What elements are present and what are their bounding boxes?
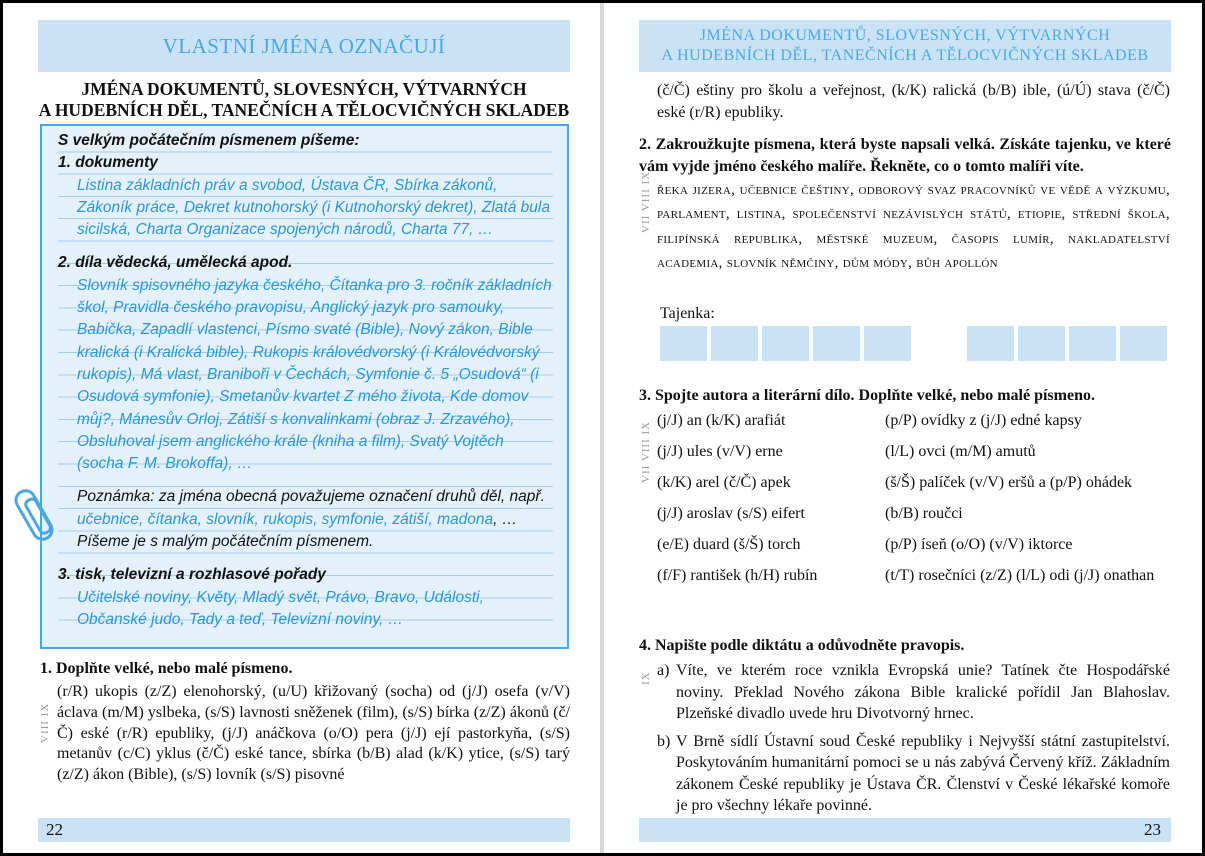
- dictation-item-b: [657, 731, 1170, 817]
- task-1-continuation: (č/Č) eštiny pro školu a veřejnost, (k/K) ralická (b/B) ible, (ú/Ú) stava (č/Č) eské (r/R) epubliky.: [657, 82, 1170, 121]
- author-cell: (f/F) rantišek (h/H) rubín: [657, 567, 818, 584]
- section-2-examples: Slovník spisovného jazyka českého, Čítanka pro 3. ročník základních škol, Pravidla českého pravopisu, Anglický jazyk pro samouky, Babička, Zapadlí vlastenci, Písmo svaté (Bible), Nový zákon, Bible kralická (i Kralická bible), Rukopis královédvorský (i Královédvorský rukopis), Má vlast, Braniboři v Čechách, Symfonie č. 5 „Osudová“ (i Osudová symfonie), Smetanův kvartet Z mého života, Kde domov můj?, Mánesův Orloj, Zátiší s konvalinkami (obraz J. Zrzavého), Obsluhoval jsem anglického krále (kniha a film), Svatý Vojtěch (socha F. M. Brokoffa), …: [77, 276, 552, 473]
- task-4-title: 4. Napište podle diktátu a odůvodněte pravopis.: [639, 637, 965, 654]
- section-3-heading: 3. tisk, televizní a rozhlasové pořady: [58, 566, 326, 584]
- right-header-line-2: A HUDEBNÍCH DĚL, TANEČNÍCH A TĚLOCVIČNÝCH SKLADEB: [661, 47, 1149, 64]
- item-label: a): [657, 662, 670, 679]
- item-label: b): [657, 732, 671, 750]
- tajenka-cell[interactable]: [967, 326, 1014, 361]
- author-cell: (j/J) ules (v/V) erne: [657, 443, 783, 460]
- dictation: [657, 660, 1170, 823]
- tajenka-cells-group-1: [660, 326, 911, 361]
- item-text: V Brně sídlí Ústavní soud České republiky i Nejvyšší státní zastupitelství. Poskytováním humanitární pomoci se u nás zabývá Červený kříž. Základním zákonem České republiky je Ústava ČR. Členství v České lékařské komoře je pro všechny lékaře povinné.: [676, 732, 1170, 814]
- task-1-grade-label: VIII IX: [39, 702, 51, 743]
- task-2: [639, 134, 1171, 178]
- pair-row: [657, 565, 1177, 586]
- rule-box: [40, 124, 569, 649]
- left-header: VLASTNÍ JMÉNA OZNAČUJÍ: [38, 20, 570, 72]
- tajenka-cell[interactable]: [660, 326, 707, 361]
- right-page: [603, 3, 1202, 853]
- tajenka-cell[interactable]: [1120, 326, 1167, 361]
- task-3-title: 3. Spojte autora a literární dílo. Doplňte velké, nebo malé písmeno.: [639, 387, 1095, 404]
- pair-row: [657, 410, 1177, 431]
- note-examples: učebnice, čítanka, slovník, rukopis, symfonie, zátiší, madona: [77, 510, 494, 528]
- tajenka-cell[interactable]: [1069, 326, 1116, 361]
- author-cell: (j/J) aroslav (s/S) eifert: [657, 505, 805, 522]
- subtitle-line-1: JMÉNA DOKUMENTŮ, SLOVESNÝCH, VÝTVARNÝCH: [81, 79, 527, 99]
- section-1-examples: Listina základních práv a svobod, Ústava ČR, Sbírka zákonů, Zákoník práce, Dekret kutnohorský (i Kutnohorský dekret), Zlatá bula sicilská, Charta Organizace spojených národů, Charta 77, …: [77, 176, 550, 239]
- right-header-line-1: JMÉNA DOKUMENTŮ, SLOVESNÝCH, VÝTVARNÝCH: [699, 27, 1111, 44]
- textbook-spread: [3, 3, 1202, 853]
- task-1-text: (r/R) ukopis (z/Z) elenohorský, (u/U) křižovaný (socha) od (j/J) osefa (v/V) áclava (m/M) yslbeka, (s/S) lavnosti sněženek (film), (s/S) bírka (z/Z) ákonů (č/Č) eské (r/R) epubliky, (j/J) anáčkova (o/O) pera (j/J) ejí pastorkyňa, (s/S) metanův (c/C) yklus (č/Č) eské tance, sbírka (b/B) alad (k/K) ytice, (s/S) tarý (z/Z) ákon (Bible), (s/S) lovník (s/S) pisovné: [57, 683, 570, 784]
- tajenka-cell[interactable]: [864, 326, 911, 361]
- author-cell: (e/E) duard (š/Š) torch: [657, 536, 801, 553]
- tajenka-cell[interactable]: [711, 326, 758, 361]
- author-cell: (k/K) arel (č/Č) apek: [657, 474, 791, 491]
- pair-row: [657, 534, 1177, 555]
- tajenka-cell[interactable]: [1018, 326, 1065, 361]
- item-text: Víte, ve kterém roce vznikla Evropská unie? Tatínek čte Hospodářské noviny. Překlad Nového zákona Bible kralické pořídil Jan Blahoslav. Plzeňské divadlo uvede hru Divotvorný hrnec.: [676, 662, 1170, 722]
- task-1: [40, 658, 570, 679]
- task-4: [639, 635, 1171, 656]
- pair-row: [657, 472, 1177, 493]
- work-cell: (p/P) íseň (o/O) (v/V) iktorce: [885, 536, 1073, 553]
- pair-row: [657, 441, 1177, 462]
- task-2-grade-label: VII VIII IX: [640, 170, 652, 233]
- section-1-heading: 1. dokumenty: [58, 154, 158, 172]
- rule-note: [58, 486, 553, 553]
- note-part-1: Poznámka: za jména obecná považujeme označení druhů děl, např.: [77, 488, 545, 506]
- rule-intro: S velkým počátečním písmenem píšeme:: [58, 132, 360, 149]
- page-number-right: 23: [639, 818, 1171, 842]
- task-3-grade-label: VII VIII IX: [640, 420, 652, 483]
- tajenka-cells-group-2: [967, 326, 1167, 361]
- left-page: [3, 3, 601, 853]
- task-2-words: řeka jizera, učebnice češtiny, odborový svaz pracovníků ve vědě a výzkumu, parlament, listina, společenství nezávislých států, etiopie, střední škola, filipínská republika, městské muzeum, časopis lumír, nakladatelství academia, slovník němčiny, dům módy, bůh apollón: [657, 182, 1170, 271]
- section-2-heading: 2. díla vědecká, umělecká apod.: [58, 254, 293, 272]
- dictation-item-a: [657, 660, 1170, 725]
- section-3-examples: Učitelské noviny, Květy, Mladý svět, Právo, Bravo, Události, Občanské judo, Tady a teď, Televizní noviny, …: [77, 588, 484, 628]
- pair-row: [657, 503, 1177, 524]
- task-3: [639, 385, 1171, 406]
- work-cell: (l/L) ovci (m/M) amutů: [885, 443, 1036, 460]
- author-work-grid: [657, 410, 1177, 596]
- left-subtitle: [38, 79, 570, 121]
- author-cell: (j/J) an (k/K) arafiát: [657, 412, 786, 429]
- subtitle-line-2: A HUDEBNÍCH DĚL, TANEČNÍCH A TĚLOCVIČNÝCH SKLADEB: [38, 100, 570, 120]
- work-cell: (t/T) rosečníci (z/Z) (l/L) odi (j/J) onathan: [885, 567, 1155, 584]
- work-cell: (b/B) roučci: [885, 505, 963, 522]
- task-1-title: 1. Doplňte velké, nebo malé písmeno.: [40, 660, 293, 677]
- task-2-title: 2. Zakroužkujte písmena, která byste napsali velká. Získáte tajenku, ve které vám vyjde jméno českého malíře. Řekněte, co o tomto malíři víte.: [639, 136, 1171, 175]
- tajenka-cell[interactable]: [813, 326, 860, 361]
- work-cell: (š/Š) palíček (v/V) eršů a (p/P) ohádek: [885, 474, 1133, 491]
- rule-box-lines: [58, 130, 553, 631]
- tajenka-cell[interactable]: [762, 326, 809, 361]
- page-number-left: 22: [38, 818, 570, 842]
- note-part-2: , … Píšeme je s malým počátečním písmenem.: [77, 510, 518, 551]
- tajenka-label: Tajenka:: [660, 305, 715, 322]
- task-4-grade-label: IX: [640, 671, 652, 685]
- right-header: [639, 20, 1171, 72]
- work-cell: (p/P) ovídky z (j/J) edné kapsy: [885, 412, 1082, 429]
